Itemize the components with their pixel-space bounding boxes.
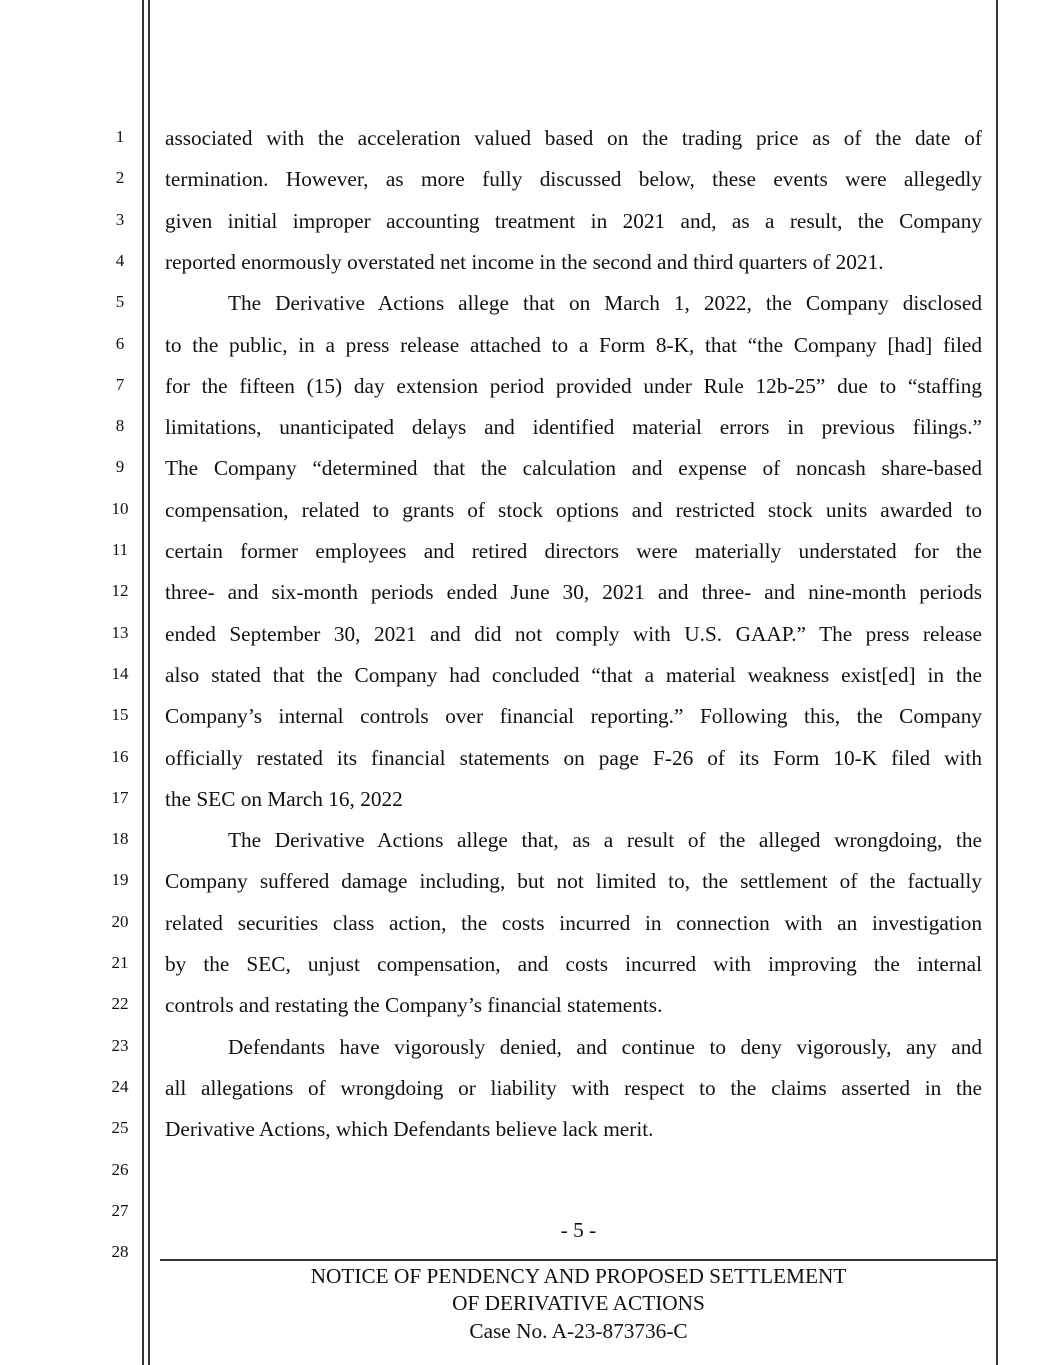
- line-number: 16: [111, 746, 129, 766]
- footer-rule: [160, 1259, 997, 1261]
- line-number: 25: [111, 1118, 129, 1138]
- line-number: 14: [111, 663, 129, 683]
- line-number: 1: [115, 127, 125, 146]
- footer-case-number: Case No. A-23-873736-C: [469, 1319, 688, 1343]
- paragraph-line: given initial improper accounting treatment in 2021 and, as a result, the Company: [165, 208, 982, 233]
- paragraph-line: certain former employees and retired directors were materially understated for the: [165, 539, 982, 563]
- line-number: 10: [111, 498, 129, 518]
- line-number: 5: [115, 292, 125, 312]
- paragraph-line: by the SEC, unjust compensation, and costs incurred with improving the internal: [165, 952, 982, 976]
- line-number: 21: [111, 953, 129, 972]
- line-number: 23: [111, 1035, 129, 1055]
- paragraph-line: Defendants have vigorously denied, and continue to deny vigorously, any and: [228, 1034, 982, 1059]
- line-number: 11: [111, 540, 129, 559]
- line-number: 12: [111, 581, 129, 601]
- line-number: 18: [111, 829, 129, 849]
- paragraph-line: termination. However, as more fully discussed below, these events were allegedly: [165, 167, 982, 192]
- line-number: 15: [111, 705, 129, 725]
- paragraph-line: for the fifteen (15) day extension period provided under Rule 12b-25” due to “staffing: [165, 373, 982, 398]
- paragraph-line: The Company “determined that the calculation and expense of noncash share-based: [165, 456, 982, 481]
- paragraph-line: compensation, related to grants of stock options and restricted stock units awarded to: [165, 497, 982, 522]
- line-number: 13: [111, 622, 129, 642]
- line-number: 9: [115, 457, 125, 477]
- line-number: 4: [115, 250, 125, 270]
- left-margin-rule-inner: [148, 0, 150, 1365]
- paragraph-line: Derivative Actions, which Defendants believe lack merit.: [165, 1117, 654, 1142]
- paragraph-line: related securities class action, the costs incurred in connection with an investigation: [165, 910, 982, 935]
- paragraph-line: limitations, unanticipated delays and identified material errors in previous filings.”: [165, 415, 982, 440]
- line-number: 2: [115, 168, 125, 188]
- paragraph-line: also stated that the Company had concluded “that a material weakness exist[ed] in the: [165, 662, 982, 687]
- line-number: 27: [111, 1200, 129, 1220]
- paragraph-line: officially restated its financial statements on page F-26 of its Form 10-K filed with: [165, 745, 982, 770]
- line-number: 17: [111, 787, 129, 807]
- paragraph-line: controls and restating the Company’s financial statements.: [165, 993, 663, 1018]
- line-number: 8: [115, 416, 125, 436]
- line-number: 19: [111, 870, 129, 890]
- line-number: 28: [111, 1242, 129, 1262]
- paragraph-line: three- and six-month periods ended June 30, 2021 and three- and nine-month periods: [165, 580, 982, 605]
- page-number: - 5 -: [560, 1218, 597, 1242]
- line-number: 20: [111, 911, 129, 931]
- paragraph-line: associated with the acceleration valued based on the trading price as of the date of: [165, 126, 982, 150]
- paragraph-line: the SEC on March 16, 2022: [165, 786, 403, 811]
- paragraph-line: to the public, in a press release attached to a Form 8-K, that “the Company [had] filed: [165, 332, 982, 357]
- paragraph-line: The Derivative Actions allege that on March 1, 2022, the Company disclosed: [228, 291, 982, 316]
- right-margin-rule: [996, 0, 998, 1365]
- footer-title-line1: NOTICE OF PENDENCY AND PROPOSED SETTLEMENT: [310, 1264, 847, 1288]
- paragraph-line: Company suffered damage including, but not limited to, the settlement of the factually: [165, 869, 982, 894]
- paragraph-line: all allegations of wrongdoing or liability with respect to the claims asserted in the: [165, 1075, 982, 1100]
- paragraph-line: Company’s internal controls over financial reporting.” Following this, the Company: [165, 704, 982, 729]
- line-number: 24: [111, 1076, 129, 1096]
- line-number: 26: [111, 1159, 129, 1179]
- line-number: 6: [115, 333, 125, 353]
- paragraph-line: ended September 30, 2021 and did not comply with U.S. GAAP.” The press release: [165, 621, 982, 646]
- paragraph-line: reported enormously overstated net income in the second and third quarters of 2021.: [165, 249, 884, 274]
- left-margin-rule-outer: [142, 0, 144, 1365]
- line-number: 7: [115, 374, 125, 394]
- line-number: 3: [115, 209, 125, 229]
- paragraph-line: The Derivative Actions allege that, as a result of the alleged wrongdoing, the: [228, 828, 982, 853]
- line-number: 22: [111, 994, 129, 1014]
- footer-title-line2: OF DERIVATIVE ACTIONS: [452, 1291, 705, 1315]
